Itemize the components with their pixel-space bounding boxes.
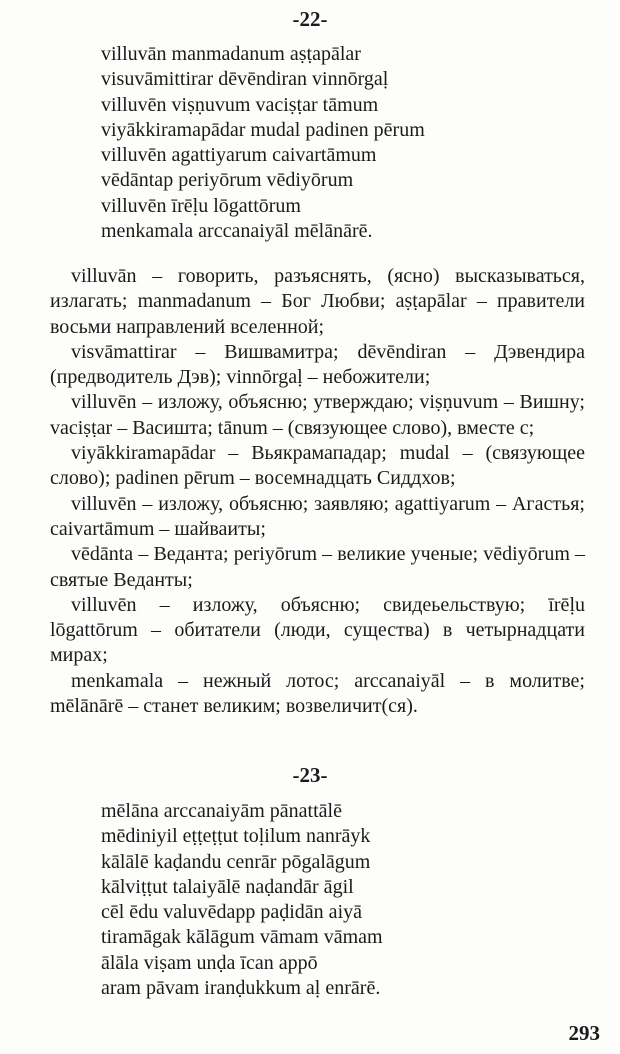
section-22-number: -22-: [292, 7, 328, 31]
verse-line: villuvēn viṣṇuvum vaciṣṭar tāmum: [101, 93, 379, 116]
verse-line: tiramāgak kālāgum vāmam vāmam: [101, 926, 383, 949]
verse-line: villuvān manmadanum aṣṭapālar: [101, 43, 361, 65]
gloss-paragraph: menkamala – нежный лотос; arccanaiyāl – в молитве; mēlānārē – станет великим; возвеличит(ся).: [50, 669, 585, 718]
verse-line: viyākkiramapādar mudal padinen pērum: [101, 118, 425, 141]
verse-line: villuvēn agattiyarum caivartāmum: [101, 144, 377, 167]
verse-line: kālālē kaḍandu cenrār pōgalāgum: [101, 850, 371, 873]
verse-line: villuvēn īrēḷu lōgattōrum: [101, 194, 301, 217]
gloss-paragraph: villuvēn – изложу, объясню; заявляю; agattiyarum – Агастья; caivartāmum – шайваиты;: [50, 492, 585, 540]
gloss-paragraph: vēdānta – Веданта; periyōrum – великие ученые; vēdiyōrum – святые Веданты;: [50, 543, 585, 591]
verse-line: aram pāvam iranḍukkum aḷ enrārē.: [101, 977, 381, 1000]
page-number: 293: [568, 1021, 600, 1045]
verse-line: mēdiniyil eṭṭeṭṭut toḷilum nanrāyk: [101, 825, 371, 848]
section-23-verse: [101, 799, 383, 1001]
verse-line: menkamala arccanaiyāl mēlānārē.: [101, 220, 373, 243]
verse-line: mēlāna arccanaiyām pānattālē: [101, 800, 342, 822]
verse-line: vēdāntap periyōrum vēdiyōrum: [101, 169, 354, 192]
gloss-paragraph: villuvān – говорить, разъяснять, (ясно) высказываться, излагать; manmadanum – Бог Любви; aṣṭapālar – правители восьми направлений вселенной;: [50, 265, 585, 338]
section-22-glossary: [50, 264, 585, 719]
gloss-paragraph: viyākkiramapādar – Вьякрамападар; mudal – (связующее слово); padinen pērum – восемнадцать Сиддхов;: [50, 442, 585, 490]
section-23-number: -23-: [292, 763, 328, 787]
verse-line: visuvāmittirar dēvēndiran vinnōrgaḷ: [101, 68, 389, 91]
section-22-verse: [101, 42, 425, 244]
gloss-paragraph: villuvēn – изложу, объясню; утверждаю; viṣṇuvum – Вишну; vaciṣṭar – Васишта; tānum – (связующее слово), вместе с;: [50, 391, 585, 439]
gloss-paragraph: villuvēn – изложу, объясню; свидеьельствую; īrēḷu lōgattōrum – обитатели (люди, существа) в четырнадцати мирах;: [50, 593, 585, 667]
verse-line: kālviṭṭut talaiyālē naḍandār āgil: [101, 875, 354, 898]
gloss-paragraph: visvāmattirar – Вишвамитра; dēvēndiran – Дэвендира (предводитель Дэв); vinnōrgaḷ – небожители;: [50, 340, 585, 389]
verse-line: ālāla viṣam unḍa īcan appō: [101, 951, 318, 974]
verse-line: cēl ēdu valuvēdapp paḍidān aiyā: [101, 901, 362, 924]
